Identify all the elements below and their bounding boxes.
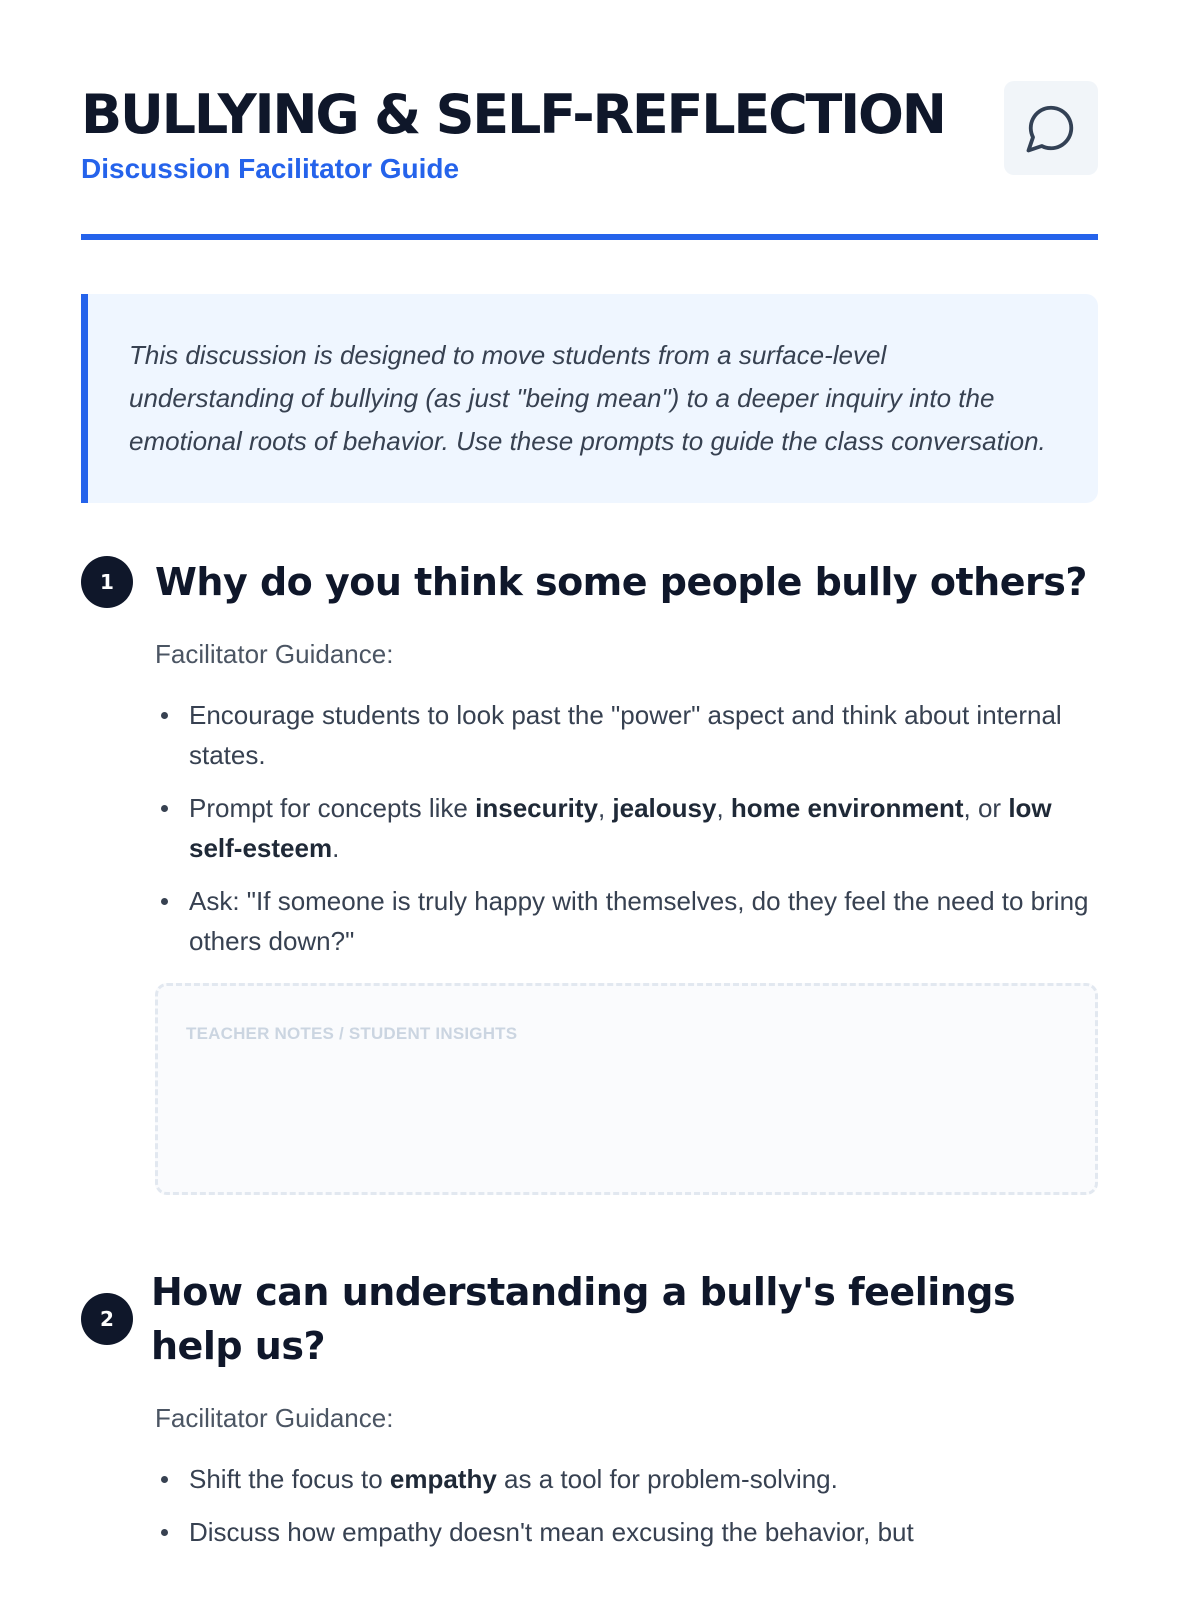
question-title: How can understanding a bully's feelings help us? bbox=[151, 1270, 1016, 1368]
discussion-button[interactable] bbox=[1004, 81, 1098, 175]
key-term: insecurity bbox=[475, 793, 598, 823]
page-subtitle: Discussion Facilitator Guide bbox=[81, 153, 460, 184]
separator: , bbox=[716, 793, 731, 823]
list-item-text: Encourage students to look past the "power" aspect and think about internal states. bbox=[189, 700, 1062, 770]
list-item-text: Ask: "If someone is truly happy with themselves, do they feel the need to bring others down?" bbox=[189, 886, 1089, 956]
list-item bbox=[155, 881, 1098, 961]
list-item-text: Discuss how empathy doesn't mean excusing the behavior, but bbox=[189, 1517, 914, 1547]
list-item-text: as a tool for problem-solving. bbox=[496, 1464, 838, 1494]
header-divider bbox=[81, 234, 1098, 240]
list-item-text: Shift the focus to bbox=[189, 1464, 390, 1494]
question-header bbox=[81, 1265, 1098, 1373]
key-term: jealousy bbox=[612, 793, 717, 823]
list-item bbox=[155, 1459, 1098, 1499]
question-section-2 bbox=[81, 1265, 1098, 1552]
chat-bubble-icon bbox=[1024, 101, 1078, 155]
list-item bbox=[155, 788, 1098, 868]
question-title: Why do you think some people bully others? bbox=[155, 560, 1087, 604]
list-item bbox=[155, 695, 1098, 775]
question-number-badge: 1 bbox=[81, 556, 133, 608]
question-header bbox=[81, 555, 1098, 609]
guidance-label: Facilitator Guidance: bbox=[155, 639, 394, 669]
key-term: empathy bbox=[389, 1464, 497, 1494]
list-item bbox=[155, 1512, 1098, 1552]
question-number-badge: 2 bbox=[81, 1293, 133, 1345]
guidance-label: Facilitator Guidance: bbox=[155, 1403, 394, 1433]
page-title: BULLYING & SELF-REFLECTION bbox=[81, 83, 945, 146]
separator: , bbox=[597, 793, 613, 823]
question-section-1 bbox=[81, 555, 1098, 1195]
list-item-text: Prompt for concepts like bbox=[189, 793, 476, 823]
separator: , or bbox=[963, 793, 1009, 823]
notes-label: TEACHER NOTES / STUDENT INSIGHTS bbox=[186, 1024, 518, 1043]
intro-text: This discussion is designed to move students from a surface-level understanding of bullying (as just "being mean") to a deeper inquiry into the emotional roots of behavior. Use these prompts to guide the class conversation. bbox=[129, 340, 1046, 456]
document-header bbox=[81, 0, 1098, 240]
guidance-list bbox=[155, 695, 1098, 961]
intro-callout bbox=[81, 294, 1098, 503]
key-term: home environment bbox=[730, 793, 964, 823]
question-body bbox=[155, 637, 1098, 1195]
question-body bbox=[155, 1401, 1098, 1552]
key-term: low self-esteem bbox=[189, 793, 1052, 863]
guidance-list bbox=[155, 1459, 1098, 1552]
teacher-notes-area[interactable] bbox=[155, 983, 1098, 1195]
separator: . bbox=[332, 833, 340, 863]
